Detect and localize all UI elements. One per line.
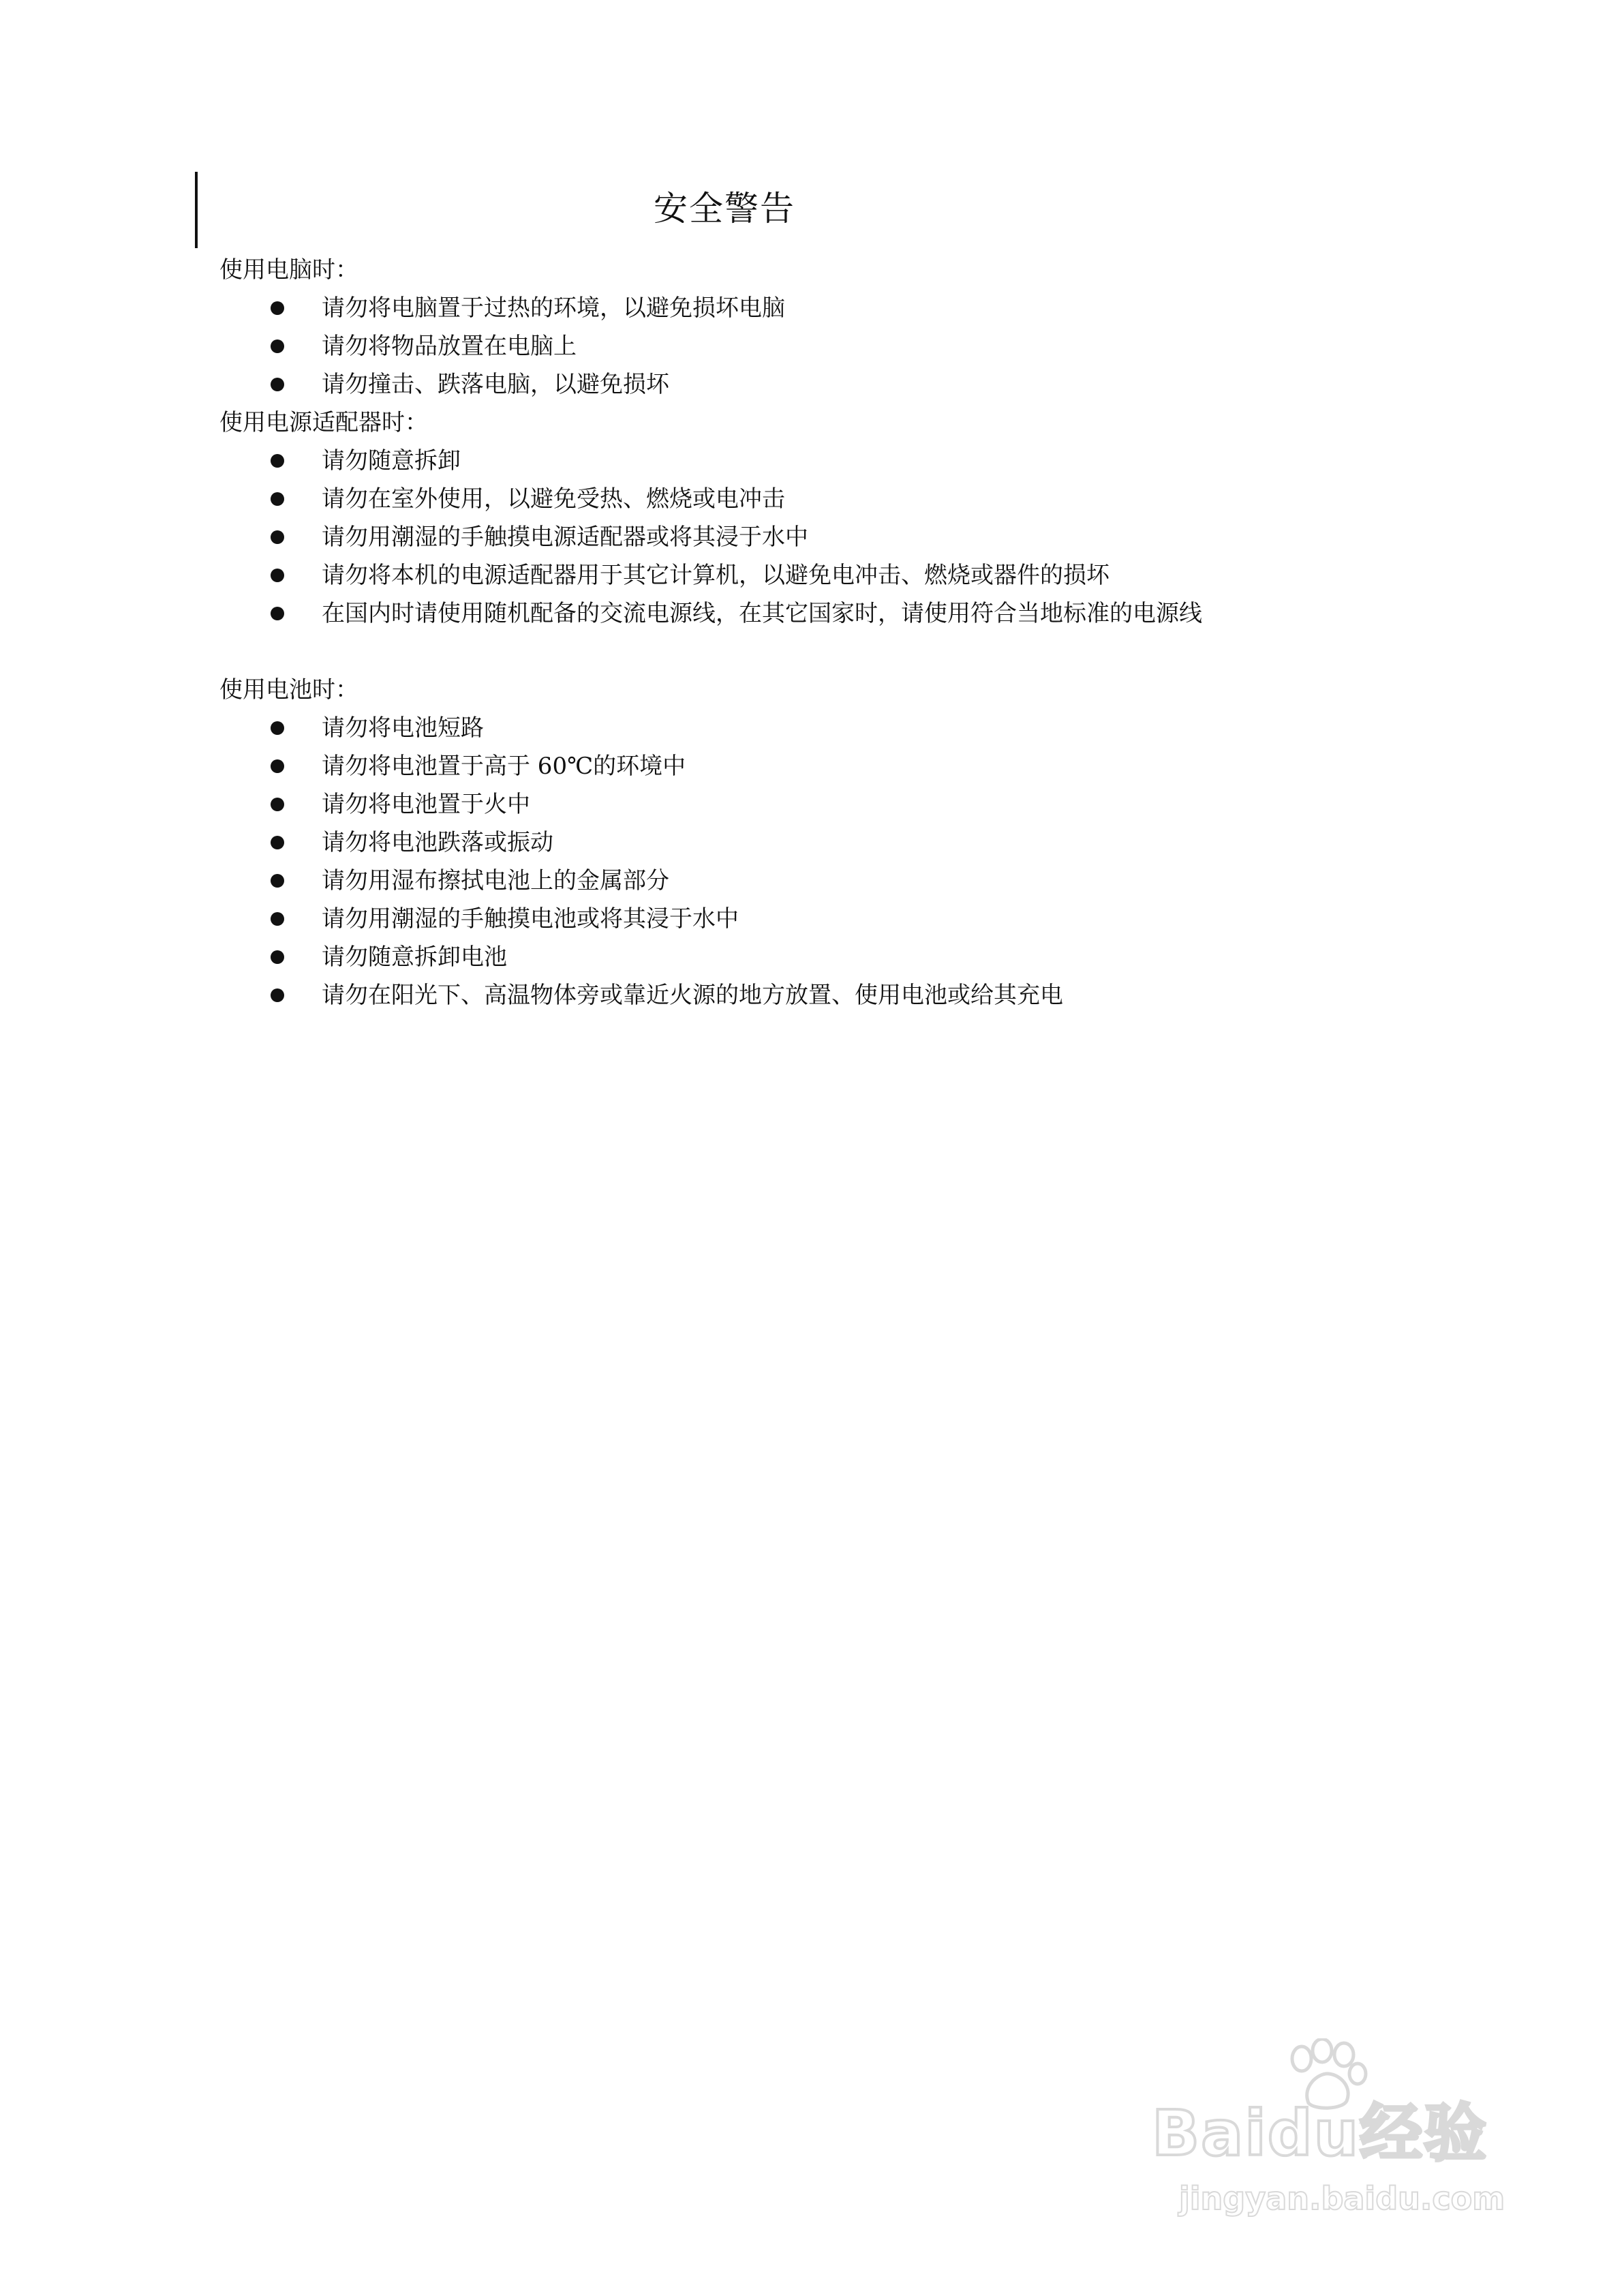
list-item	[219, 365, 1283, 404]
list-item-text: 在国内时请使用随机配备的交流电源线，在其它国家时，请使用符合当地标准的电源线	[322, 600, 1202, 627]
list-item	[219, 442, 1283, 480]
list-item	[219, 289, 1283, 327]
bullet-icon	[271, 569, 284, 582]
document-title: 安全警告	[654, 189, 795, 228]
list-item-text: 请勿在室外使用，以避免受热、燃烧或电冲击	[322, 485, 785, 513]
list-item	[219, 556, 1283, 594]
section-heading: 使用电源适配器时：	[219, 409, 428, 436]
bullet-list	[219, 289, 1283, 404]
bullet-icon	[271, 378, 284, 391]
list-item	[219, 747, 1283, 785]
bullet-icon	[271, 836, 284, 849]
section-heading: 使用电脑时：	[219, 256, 358, 284]
list-item	[219, 976, 1283, 1014]
list-item	[219, 709, 1283, 747]
list-item-text: 请勿将电池跌落或振动	[322, 829, 553, 856]
bullet-icon	[271, 492, 284, 506]
section-power-adapter	[219, 404, 1283, 633]
list-item	[219, 824, 1283, 862]
watermark-url: jingyan.baidu.com	[1179, 2180, 1505, 2217]
list-item-text: 请勿将本机的电源适配器用于其它计算机，以避免电冲击、燃烧或器件的损坏	[322, 562, 1110, 589]
list-item	[219, 862, 1283, 900]
list-item	[219, 785, 1283, 824]
list-item	[219, 938, 1283, 976]
bullet-icon	[271, 530, 284, 544]
list-item-text: 请勿在阳光下、高温物体旁或靠近火源的地方放置、使用电池或给其充电	[322, 982, 1063, 1009]
bullet-icon	[271, 950, 284, 964]
section-heading: 使用电池时：	[219, 676, 358, 704]
baidu-watermark	[1152, 2038, 1533, 2229]
list-item	[219, 327, 1283, 365]
list-item-text: 请勿将电脑置于过热的环境，以避免损坏电脑	[322, 294, 785, 322]
list-item	[219, 594, 1283, 633]
list-item-text: 请勿用潮湿的手触摸电池或将其浸于水中	[322, 905, 739, 933]
bullet-icon	[271, 721, 284, 735]
list-item-text: 请勿随意拆卸	[322, 447, 461, 474]
bullet-icon	[271, 607, 284, 620]
watermark-brand: Baidu经验	[1152, 2097, 1488, 2170]
list-item-text: 请勿将物品放置在电脑上	[322, 333, 577, 360]
bullet-list	[219, 442, 1283, 633]
list-item-text: 请勿撞击、跌落电脑，以避免损坏	[322, 371, 669, 398]
section-computer	[219, 251, 1283, 404]
bullet-icon	[271, 912, 284, 926]
list-item-text: 请勿将电池短路	[322, 714, 484, 742]
list-item-text: 请勿将电池置于高于 60℃的环境中	[322, 753, 686, 780]
list-item-text: 请勿将电池置于火中	[322, 791, 530, 818]
bullet-icon	[271, 759, 284, 773]
list-item	[219, 518, 1283, 556]
list-item-text: 请勿随意拆卸电池	[322, 943, 507, 971]
bullet-icon	[271, 454, 284, 468]
list-item-text: 请勿用潮湿的手触摸电源适配器或将其浸于水中	[322, 524, 808, 551]
bullet-icon	[271, 301, 284, 315]
bullet-icon	[271, 339, 284, 353]
bullet-icon	[271, 874, 284, 888]
list-item-text: 请勿用湿布擦拭电池上的金属部分	[322, 867, 669, 894]
bullet-icon	[271, 798, 284, 811]
list-item	[219, 900, 1283, 938]
list-item	[219, 480, 1283, 518]
section-battery	[219, 671, 1283, 1014]
bullet-list	[219, 709, 1283, 1014]
bullet-icon	[271, 988, 284, 1002]
